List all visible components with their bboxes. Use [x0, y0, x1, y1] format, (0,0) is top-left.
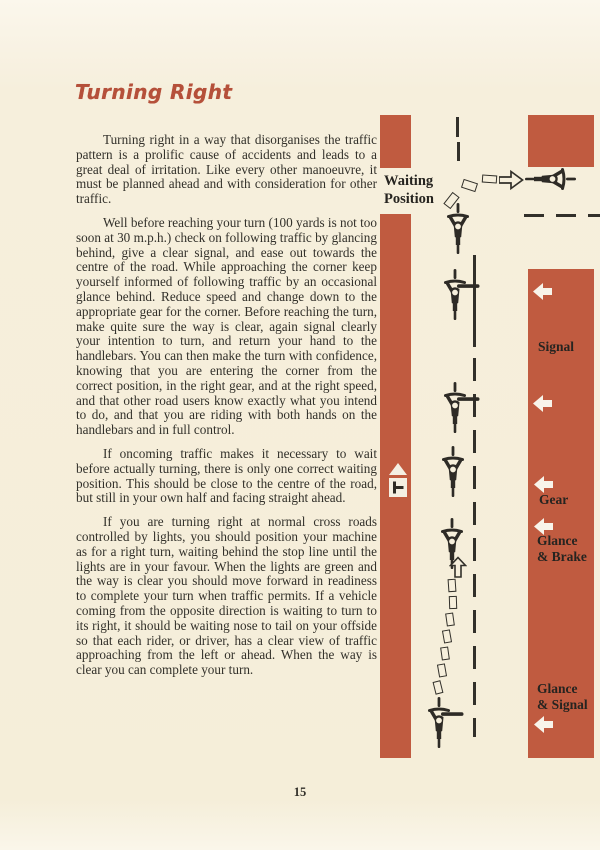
gear-label: Gear [539, 492, 569, 507]
side-road-centre-line [524, 214, 600, 217]
ease-out-arrow-icon [449, 556, 467, 578]
glance-brake-label [537, 533, 587, 565]
glance-signal-line1: Glance [537, 681, 578, 696]
turn-path-dash [461, 179, 478, 192]
page-number: 15 [293, 785, 307, 799]
ease-out-dash [433, 680, 443, 694]
ease-out-dash [449, 596, 457, 609]
ease-out-dash [437, 663, 447, 677]
warning-triangle-icon [389, 463, 407, 475]
glance-brake-line1: Glance [537, 533, 578, 548]
turn-direction-arrow-icon [499, 169, 524, 191]
kerb-left-top [380, 115, 411, 168]
motorcyclist-turned-icon [524, 167, 576, 191]
body-text [76, 133, 377, 687]
paragraph-3: If oncoming traffic makes it necessary to wait before actually turning, there is only one correct waiting position. This should be close to the centre of the road, but still in your own half and facing straight ahead. [76, 445, 377, 506]
paragraph-1: Turning right in a way that disorganises the traffic pattern is a prolific cause of accidents and leads to a great deal of irritation. Like every other manoeuvre, it must be planned ahead and with consideration for other traffic. [76, 132, 377, 207]
waiting-position-label [384, 172, 434, 208]
stage-arrow-icon [533, 395, 552, 412]
stage-arrow-icon [534, 476, 553, 493]
paragraph-4: If you are turning right at normal cross roads controlled by lights, you should position your machine as for a right turn, waiting behind the stop line until the lights are in your favour. When the lights are green and the way is clear you should move forward in readiness to complete your turn when traffic permits. If a vehicle coming from the opposite direction is waiting to turn to its right, it should be waiting nose to tail on your offside so that each rider, or driver, has a clear view of traffic approaching from the left or ahead. When the way is clear you can complete your turn. [76, 514, 377, 678]
stage-arrow-icon [533, 283, 552, 300]
centre-line-dash-top-1 [456, 117, 459, 137]
ease-out-dash [442, 629, 452, 643]
ease-out-dash [448, 579, 456, 592]
kerb-right-top [528, 115, 594, 167]
signal-label: Signal [538, 339, 575, 354]
motorcyclist-waiting-icon [446, 203, 470, 260]
glance-brake-line2: & Brake [537, 549, 587, 564]
centre-line-dash-top-2 [457, 142, 460, 161]
side-road-sign-icon [389, 478, 407, 497]
waiting-label-line2: Position [384, 191, 434, 207]
motorcyclist-gear-icon [441, 446, 465, 503]
stage-arrow-icon [534, 716, 553, 733]
ease-out-dash [445, 613, 454, 627]
paragraph-2: Well before reaching your turn (100 yards is not too soon at 30 m.p.h.) check on following traffic by glancing behind, give a clear signal, and ease out towards the centre of the road. While approaching the corner keep yourself informed of following traffic by an occasional glance behind. Reduce speed and change down to the appropriate gear for the corner. Before reaching the turn, make quite sure the way is clear, again signal clearly your intention to turn, and return your hand to the handlebars. You can then make the turn with confidence, knowing that you are entering the corner from the correct position, in the right gear, and at the right speed, and that other road users know exactly what you intend to do, and that you are riding with both hands on the handlebars and in full control. [76, 214, 377, 438]
motorcyclist-glance-signal-icon [427, 697, 465, 754]
glance-signal-line2: & Signal [537, 697, 588, 712]
turn-path-dash [482, 174, 498, 183]
page-title: Turning Right [75, 80, 233, 104]
motorcyclist-signalling-icon [443, 269, 481, 326]
ease-out-dash [440, 647, 449, 661]
waiting-label-line1: Waiting [384, 173, 434, 189]
glance-signal-label [537, 681, 588, 713]
motorcyclist-signalling-icon [443, 382, 481, 439]
